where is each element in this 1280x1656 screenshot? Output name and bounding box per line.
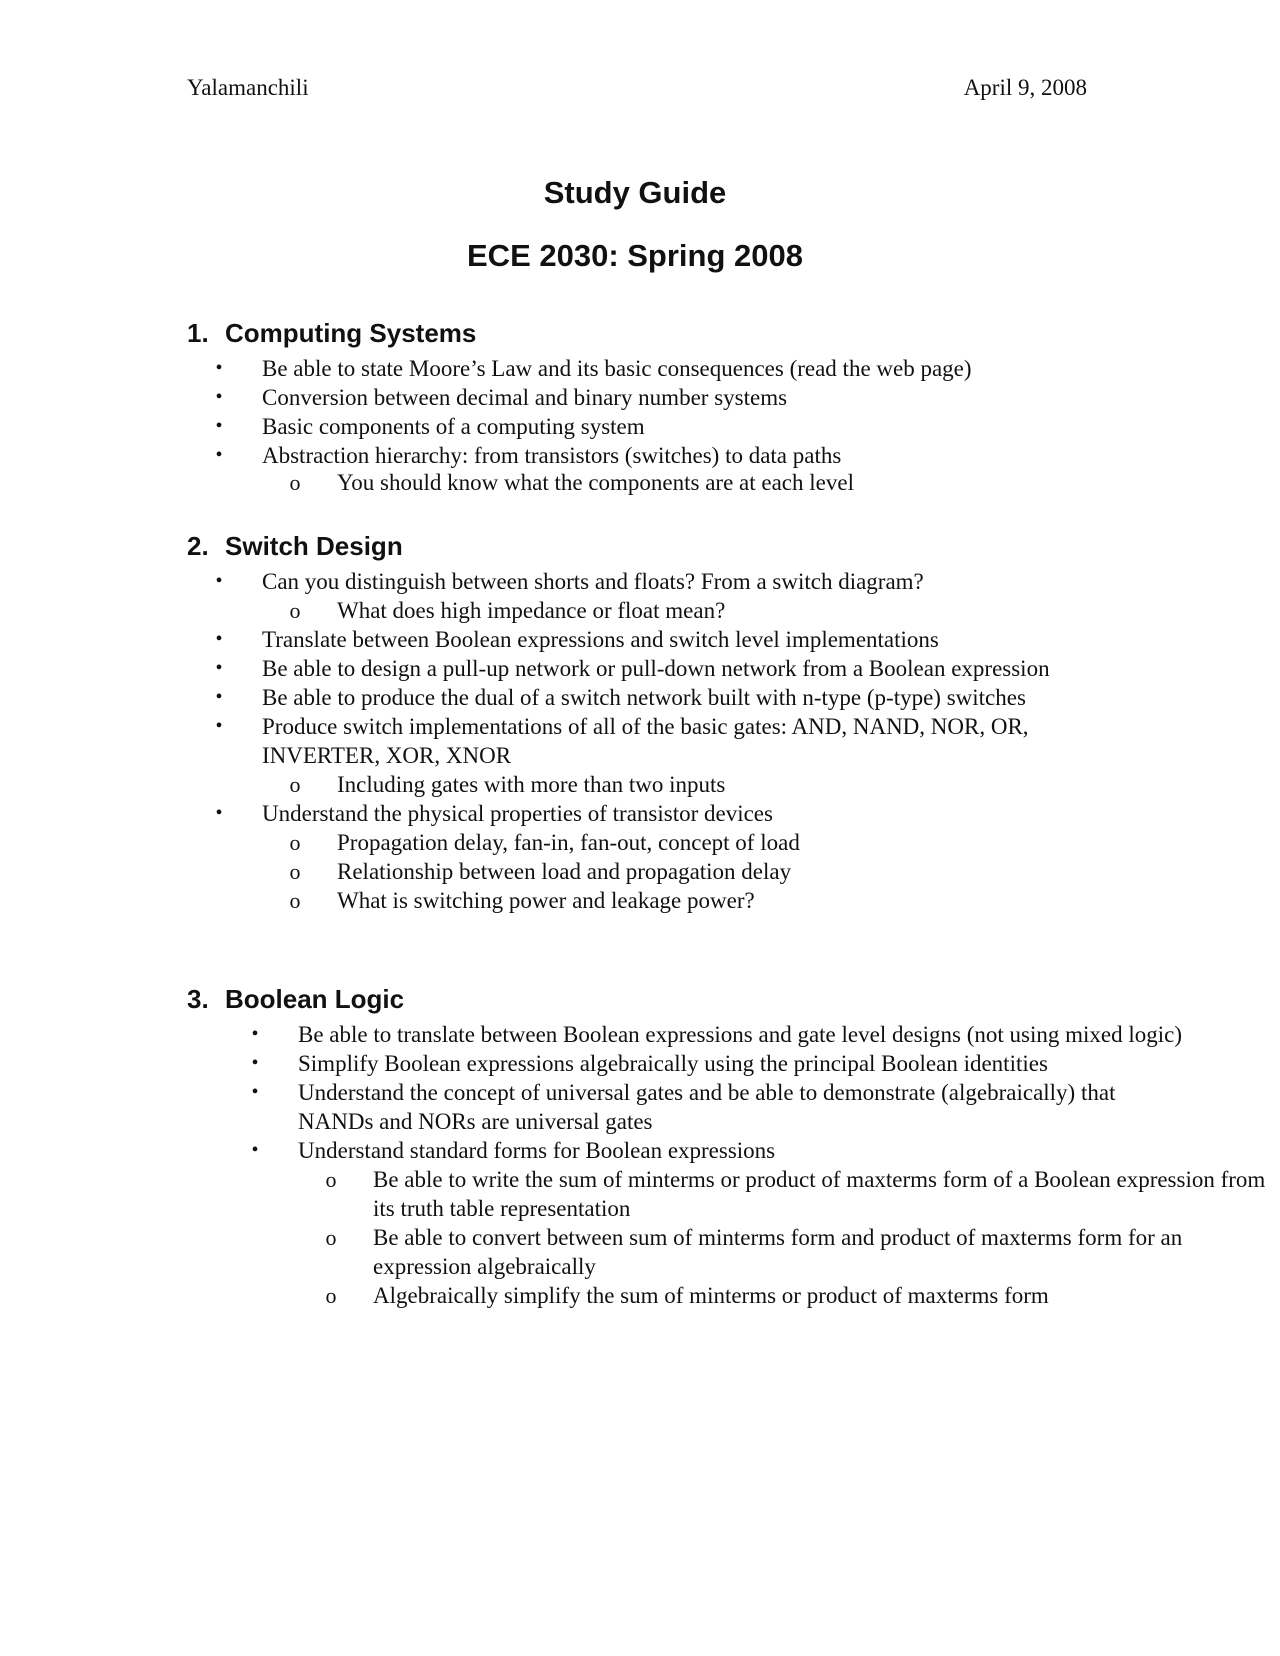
sub-list-item: o Relationship between load and propagation delay bbox=[187, 857, 1067, 886]
section-switch-design bbox=[187, 531, 1067, 915]
course-title: ECE 2030: Spring 2008 bbox=[467, 238, 803, 273]
circle-bullet-icon: o bbox=[289, 830, 301, 855]
circle-bullet-icon: o bbox=[289, 859, 301, 884]
circle-bullet-icon: o bbox=[289, 470, 301, 495]
bullet-icon: • bbox=[215, 686, 223, 708]
section-heading bbox=[187, 531, 1067, 561]
list-item: • Basic components of a computing system bbox=[187, 412, 1087, 441]
list-item: • Produce switch implementations of all of the basic gates: AND, NAND, NOR, OR, INVERTER, XOR, XNOR bbox=[187, 712, 1067, 770]
sub-list-item: o You should know what the components are at each level bbox=[187, 468, 1087, 497]
list-item: • Be able to translate between Boolean expressions and gate level designs (not using mixed logic) bbox=[187, 1020, 1188, 1049]
list-item: • Understand the concept of universal gates and be able to demonstrate (algebraically) that NANDs and NORs are universal gates bbox=[187, 1078, 1138, 1136]
bullet-icon: • bbox=[251, 1139, 259, 1161]
section-computing-systems bbox=[187, 318, 1087, 497]
section-heading bbox=[187, 984, 1107, 1014]
section-title: Boolean Logic bbox=[225, 984, 405, 1014]
section-heading bbox=[187, 318, 1087, 348]
section-number: 2. bbox=[187, 531, 209, 561]
circle-bullet-icon: o bbox=[289, 598, 301, 623]
bullet-icon: • bbox=[215, 386, 223, 408]
list-item: • Be able to state Moore’s Law and its basic consequences (read the web page) bbox=[187, 354, 1182, 383]
circle-bullet-icon: o bbox=[325, 1167, 337, 1192]
sub-list-item: o Algebraically simplify the sum of minterms or product of maxterms form bbox=[187, 1281, 1253, 1310]
sub-list-item: o Including gates with more than two inputs bbox=[187, 770, 1067, 799]
section-boolean-logic bbox=[187, 984, 1266, 1310]
bullet-icon: • bbox=[215, 628, 223, 650]
bullet-icon: • bbox=[215, 715, 223, 737]
sub-list-item: o Be able to convert between sum of minterms form and product of maxterms form for an expression algebraically bbox=[187, 1223, 1253, 1281]
circle-bullet-icon: o bbox=[325, 1283, 337, 1308]
header-date: April 9, 2008 bbox=[963, 75, 1087, 100]
list-item: • Understand the physical properties of transistor devices bbox=[187, 799, 1067, 828]
list-item: • Be able to produce the dual of a switch network built with n-type (p-type) switches bbox=[187, 683, 1067, 712]
bullet-icon: • bbox=[251, 1052, 259, 1074]
sub-list-item: o Propagation delay, fan-in, fan-out, concept of load bbox=[187, 828, 1067, 857]
header-author: Yalamanchili bbox=[187, 75, 309, 100]
list-item: • Simplify Boolean expressions algebraically using the principal Boolean identities bbox=[187, 1049, 1158, 1078]
bullet-icon: • bbox=[251, 1081, 259, 1103]
bullet-icon: • bbox=[215, 570, 223, 592]
circle-bullet-icon: o bbox=[289, 772, 301, 797]
circle-bullet-icon: o bbox=[289, 888, 301, 913]
bullet-icon: • bbox=[215, 802, 223, 824]
bullet-icon: • bbox=[215, 444, 223, 466]
list-item: • Be able to design a pull-up network or pull-down network from a Boolean expression bbox=[187, 654, 1067, 683]
sub-list-item: o What does high impedance or float mean? bbox=[187, 596, 1067, 625]
sub-list-item: o Be able to write the sum of minterms or product of maxterms form of a Boolean expression from its truth table representation bbox=[187, 1165, 1280, 1223]
bullet-icon: • bbox=[215, 415, 223, 437]
bullet-icon: • bbox=[251, 1023, 259, 1045]
list-item: • Translate between Boolean expressions and switch level implementations bbox=[187, 625, 1067, 654]
list-item: • Can you distinguish between shorts and floats? From a switch diagram? bbox=[187, 567, 1162, 596]
sub-list-item: o What is switching power and leakage power? bbox=[187, 886, 1067, 915]
document-title: Study Guide bbox=[543, 175, 727, 210]
list-item: • Conversion between decimal and binary number systems bbox=[187, 383, 1087, 412]
section-title: Switch Design bbox=[225, 531, 403, 561]
bullet-icon: • bbox=[215, 357, 223, 379]
bullet-icon: • bbox=[215, 657, 223, 679]
list-item: • Abstraction hierarchy: from transistors (switches) to data paths bbox=[187, 441, 1087, 470]
circle-bullet-icon: o bbox=[325, 1225, 337, 1250]
list-item: • Understand standard forms for Boolean expressions bbox=[187, 1136, 1107, 1165]
section-number: 3. bbox=[187, 984, 209, 1014]
section-number: 1. bbox=[187, 318, 209, 348]
section-title: Computing Systems bbox=[225, 318, 477, 348]
